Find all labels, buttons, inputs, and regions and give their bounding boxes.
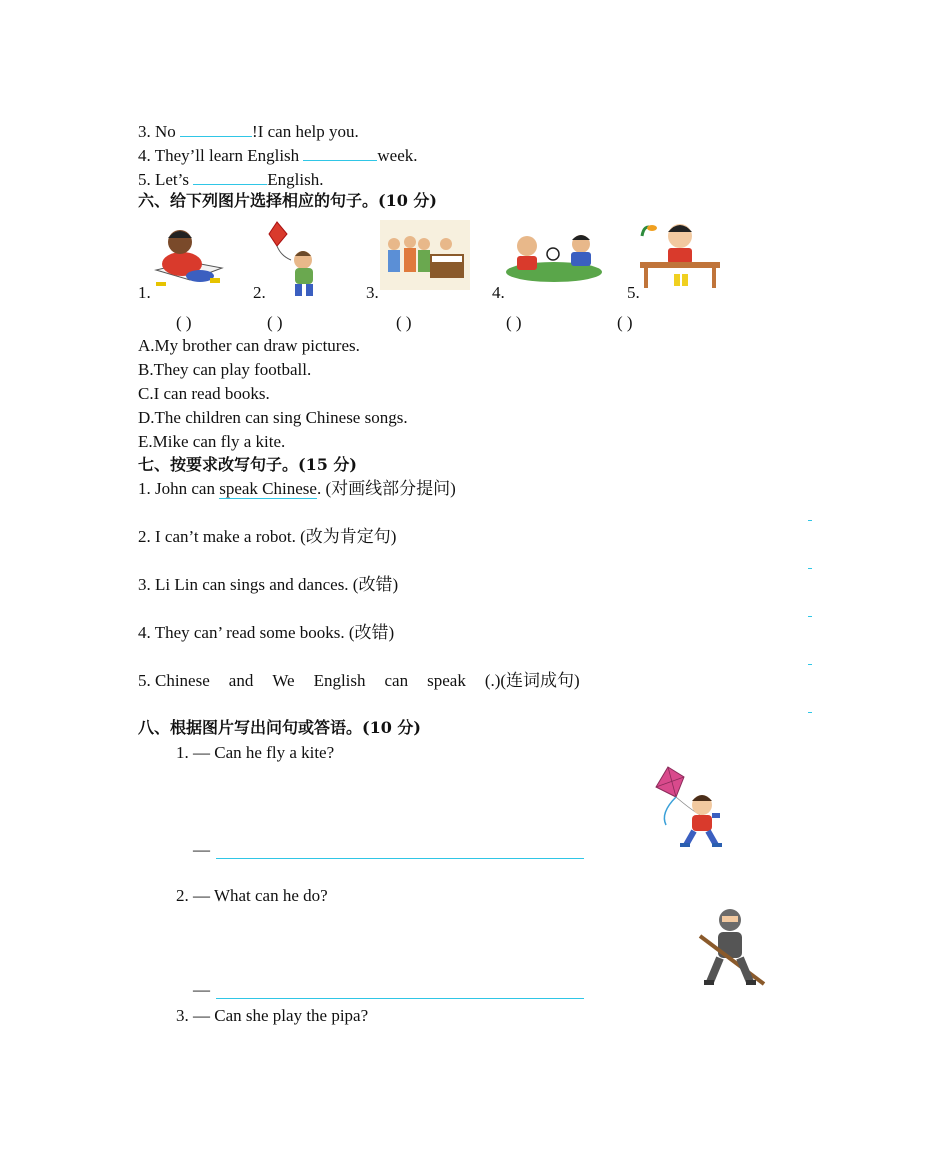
scrambled-word: can xyxy=(384,671,409,690)
option-b: B.They can play football. xyxy=(138,360,312,379)
picture-question-3: 3. — Can she play the pipa? xyxy=(176,1006,369,1025)
option-e: E.Mike can fly a kite. xyxy=(138,432,286,451)
scrambled-word: (.)(连词成句) xyxy=(484,671,580,690)
answer-line[interactable] xyxy=(216,858,584,859)
answer-line-marker[interactable] xyxy=(808,616,812,617)
boy-flying-kite-icon xyxy=(650,765,726,851)
section-heading-6: 六、给下列图片选择相应的句子。(10 分) xyxy=(138,191,437,210)
rewrite-question-2: 2. I can’t make a robot. (改为肯定句) xyxy=(138,527,397,546)
boy-flying-kite-icon xyxy=(265,220,335,300)
option-d: D.The children can sing Chinese songs. xyxy=(138,408,408,427)
kids-playing-football-icon xyxy=(505,230,603,282)
rewrite-question-4: 4. They can’ read some books. (改错) xyxy=(138,623,395,642)
kung-fu-boy-icon xyxy=(694,906,766,994)
answer-bracket[interactable]: ( ) xyxy=(617,313,633,332)
fill-item-3: 3. No !I can help you. xyxy=(138,122,359,141)
scrambled-word: speak xyxy=(427,671,466,690)
answer-blank[interactable] xyxy=(303,144,377,161)
answer-bracket[interactable]: ( ) xyxy=(506,313,522,332)
picture-number: 3. xyxy=(366,283,379,302)
scrambled-word: 5. Chinese xyxy=(138,671,210,690)
boy-reading-at-desk-icon xyxy=(640,218,720,290)
answer-blank[interactable] xyxy=(180,120,252,137)
scrambled-word: We xyxy=(272,671,295,690)
answer-line-marker[interactable] xyxy=(808,520,812,521)
section-heading-7: 七、按要求改写句子。(15 分) xyxy=(138,455,357,474)
option-a: A.My brother can draw pictures. xyxy=(138,336,360,355)
answer-dash: — xyxy=(193,840,210,859)
picture-number: 2. xyxy=(253,283,266,302)
answer-blank[interactable] xyxy=(193,168,267,185)
answer-bracket[interactable]: ( ) xyxy=(176,313,192,332)
scrambled-word: and xyxy=(228,671,254,690)
answer-bracket[interactable]: ( ) xyxy=(396,313,412,332)
rewrite-question-5 xyxy=(138,671,580,691)
answer-bracket[interactable]: ( ) xyxy=(267,313,283,332)
picture-number: 1. xyxy=(138,283,151,302)
rewrite-question-1: 1. John can speak Chinese. (对画线部分提问) xyxy=(138,479,456,498)
section-heading-8: 八、根据图片写出问句或答语。(10 分) xyxy=(138,718,421,737)
answer-line[interactable] xyxy=(216,998,584,999)
picture-question-1: 1. — Can he fly a kite? xyxy=(176,743,335,762)
picture-number: 5. xyxy=(627,283,640,302)
picture-question-2: 2. — What can he do? xyxy=(176,886,328,905)
answer-line-marker[interactable] xyxy=(808,664,812,665)
answer-line-marker[interactable] xyxy=(808,712,812,713)
option-c: C.I can read books. xyxy=(138,384,270,403)
children-singing-icon xyxy=(380,220,470,290)
fill-item-4: 4. They’ll learn English week. xyxy=(138,146,418,165)
answer-dash: — xyxy=(193,980,210,999)
picture-number: 4. xyxy=(492,283,505,302)
rewrite-question-3: 3. Li Lin can sings and dances. (改错) xyxy=(138,575,399,594)
fill-item-5: 5. Let’s English. xyxy=(138,170,324,189)
boy-drawing-icon xyxy=(150,220,228,298)
answer-line-marker[interactable] xyxy=(808,568,812,569)
underlined-phrase: speak Chinese xyxy=(219,479,317,498)
scrambled-word: English xyxy=(313,671,366,690)
